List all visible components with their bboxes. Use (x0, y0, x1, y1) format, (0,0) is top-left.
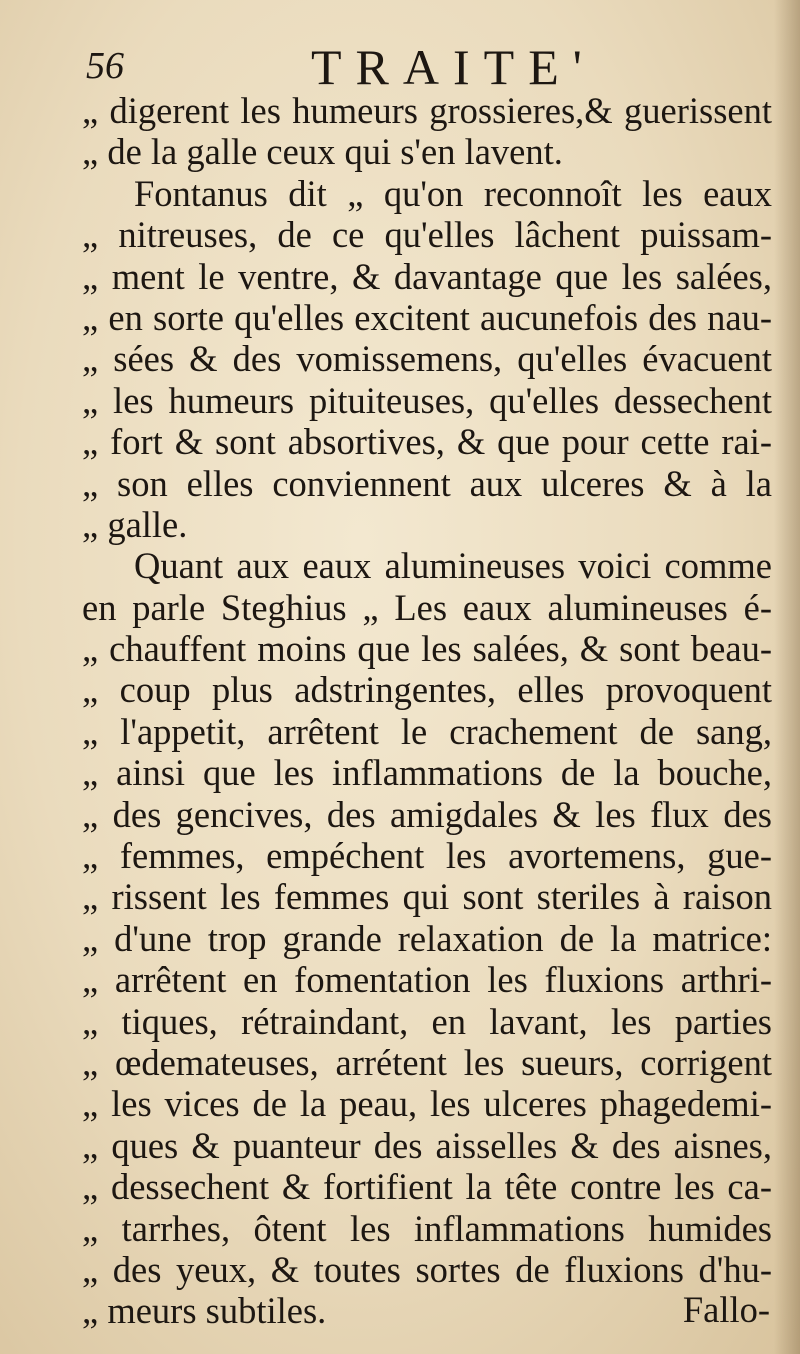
text-line: „ des gencives, des amigdales & les flux des (82, 793, 772, 835)
text-line: „ fort & sont absortives, & que pour cette rai- (82, 421, 772, 463)
page-number: 56 (86, 45, 124, 87)
text-line: „ de la galle ceux qui s'en lavent. (82, 131, 563, 173)
page-edge-shadow (774, 0, 800, 1354)
text-line: „ œdemateuses, arrétent les sueurs, corrigent (82, 1041, 772, 1083)
text-line: en parle Steghius „ Les eaux alumineuses é- (82, 586, 772, 628)
text-line: „ d'une trop grande relaxation de la matrice: (82, 917, 772, 959)
text-line: „ galle. (82, 503, 188, 545)
text-line: „ tarrhes, ôtent les inflammations humides (82, 1207, 772, 1249)
text-line: „ tiques, rétraindant, en lavant, les parties (82, 1000, 772, 1042)
text-line: „ femmes, empéchent les avortemens, gue- (82, 835, 772, 877)
text-block (82, 90, 772, 1332)
text-line: „ nitreuses, de ce qu'elles lâchent puissam- (82, 214, 772, 256)
paragraph-start-line: Fontanus dit „ qu'on reconnoît les eaux (134, 172, 772, 214)
text-line: „ chauffent moins que les salées, & sont beau- (82, 628, 772, 670)
text-line: „ coup plus adstringentes, elles provoquent (82, 669, 772, 711)
text-line: „ ainsi que les inflammations de la bouche, (82, 752, 772, 794)
text-line: „ en sorte qu'elles excitent aucunefois des nau- (82, 296, 772, 338)
text-line: „ rissent les femmes qui sont steriles à raison (82, 876, 772, 918)
text-line: „ son elles conviennent aux ulceres & à la (82, 462, 772, 504)
text-line: „ sées & des vomissemens, qu'elles évacuent (82, 338, 772, 380)
text-line: „ l'appetit, arrêtent le crachement de sang, (82, 710, 772, 752)
text-line: „ des yeux, & toutes sortes de fluxions d'hu- (82, 1248, 772, 1290)
running-title: TRAITE' (311, 39, 596, 95)
text-line: „ meurs subtiles. (82, 1290, 327, 1332)
catchword: Fallo- (682, 1289, 770, 1330)
text-line: „ ment le ventre, & davantage que les salées, (82, 255, 772, 297)
text-line: „ dessechent & fortifient la tête contre les ca- (82, 1166, 772, 1208)
paragraph-start-line: Quant aux eaux alumineuses voici comme (134, 545, 772, 587)
text-line: „ arrêtent en fomentation les fluxions arthri- (82, 959, 772, 1001)
page-header (86, 38, 776, 94)
text-line: „ ques & puanteur des aisselles & des aisnes, (82, 1124, 772, 1166)
text-line: „ les humeurs pituiteuses, qu'elles dessechent (82, 379, 772, 421)
text-line: „ les vices de la peau, les ulceres phagedemi- (82, 1083, 772, 1125)
text-line: „ digerent les humeurs grossieres,& guerissent (82, 90, 772, 131)
